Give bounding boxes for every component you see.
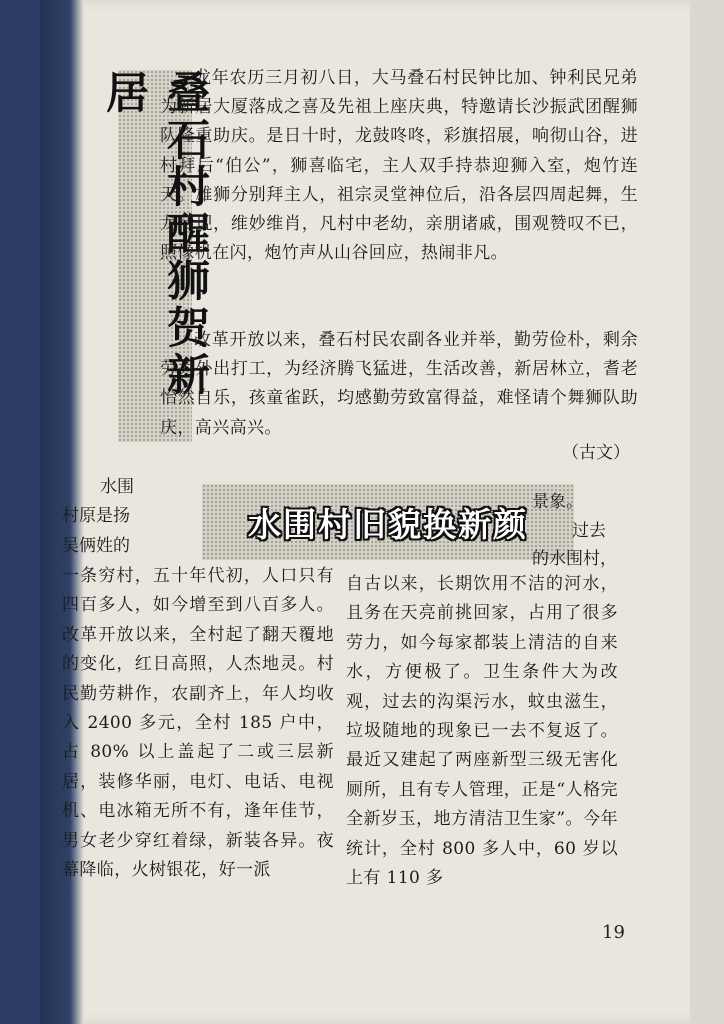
article1-author: （古文） <box>562 443 630 463</box>
article2-column1 <box>62 562 334 885</box>
article2-col1-line3: 吴俩姓的 <box>62 536 130 556</box>
book-page <box>40 0 690 1024</box>
article2-column2 <box>346 570 618 893</box>
article2-col1-line2: 村原是扬 <box>62 506 130 526</box>
article2-col2-line2: 过去 <box>572 521 606 541</box>
article2-col2-line1: 景象。 <box>532 492 583 512</box>
article1-paragraph1 <box>160 64 638 268</box>
article2-col1-line1: 水围 <box>100 477 134 497</box>
article1-paragraph1-text: 龙年农历三月初八日，大马叠石村民钟比加、钟利民兄弟为新居大厦落成之喜及先祖上座庆典，特邀请长沙振武团醒狮队隆重助庆。是日十时，龙鼓咚咚，彩旗招展，响彻山谷，进村拜后“伯公”，狮喜临宅，主人双手持恭迎狮入室，炮竹连天。雄狮分别拜主人，祖宗灵堂神位后，沿各层四周起舞，生龙活现，维妙维肖，凡村中老幼，亲朋诸戚，围观赞叹不已，照像机在闪，炮竹声从山谷回应，热闹非凡。 <box>160 68 638 264</box>
article1-title: 叠石村醒狮贺新居 <box>99 70 210 399</box>
page-number: 19 <box>602 922 625 943</box>
article1-paragraph2-text: 改革开放以来，叠石村民农副各业并举，勤劳俭朴，剩余劳力外出打工，为经济腾飞猛进，生活改善，新居林立，耆老怡然自乐，孩童雀跃，均感勤劳致富得益，难怪请个舞狮队助庆，高兴高兴。 <box>160 330 638 438</box>
article2-column2-text: 自古以来，长期饮用不洁的河水，且务在天亮前挑回家，占用了很多劳力，如今每家都装上清洁的自来水，方便极了。卫生条件大为改观，过去的沟渠污水，蚊虫滋生，垃圾随地的现象已一去不复返了。最近又建起了两座新型三级无害化厕所，且有专人管理，正是“人格完全新岁玉，地方清洁卫生家”。今年统计，全村 800 多人中，60 岁以上有 110 多 <box>346 574 618 889</box>
article2-title: 水围村旧貌换新颜 <box>248 504 528 544</box>
article2-col2-line3: 的水围村， <box>532 549 617 569</box>
article2-title-block <box>202 484 574 560</box>
page-edge <box>690 0 724 1024</box>
article2-column1-text: 一条穷村，五十年代初，人口只有四百多人，如今增至到八百多人。改革开放以来，全村起了翻天覆地的变化，红日高照，人杰地灵。村民勤劳耕作，农副齐上，年人均收入 2400 多元，全村 185 户中，占 80% 以上盖起了二或三层新居，装修华丽，电灯、电话、电视机、电冰箱无所不有，逢年佳节，男女老少穿红着绿，新装各异。夜幕降临，火树银花，好一派 <box>62 566 334 881</box>
article1-paragraph2 <box>160 326 638 443</box>
